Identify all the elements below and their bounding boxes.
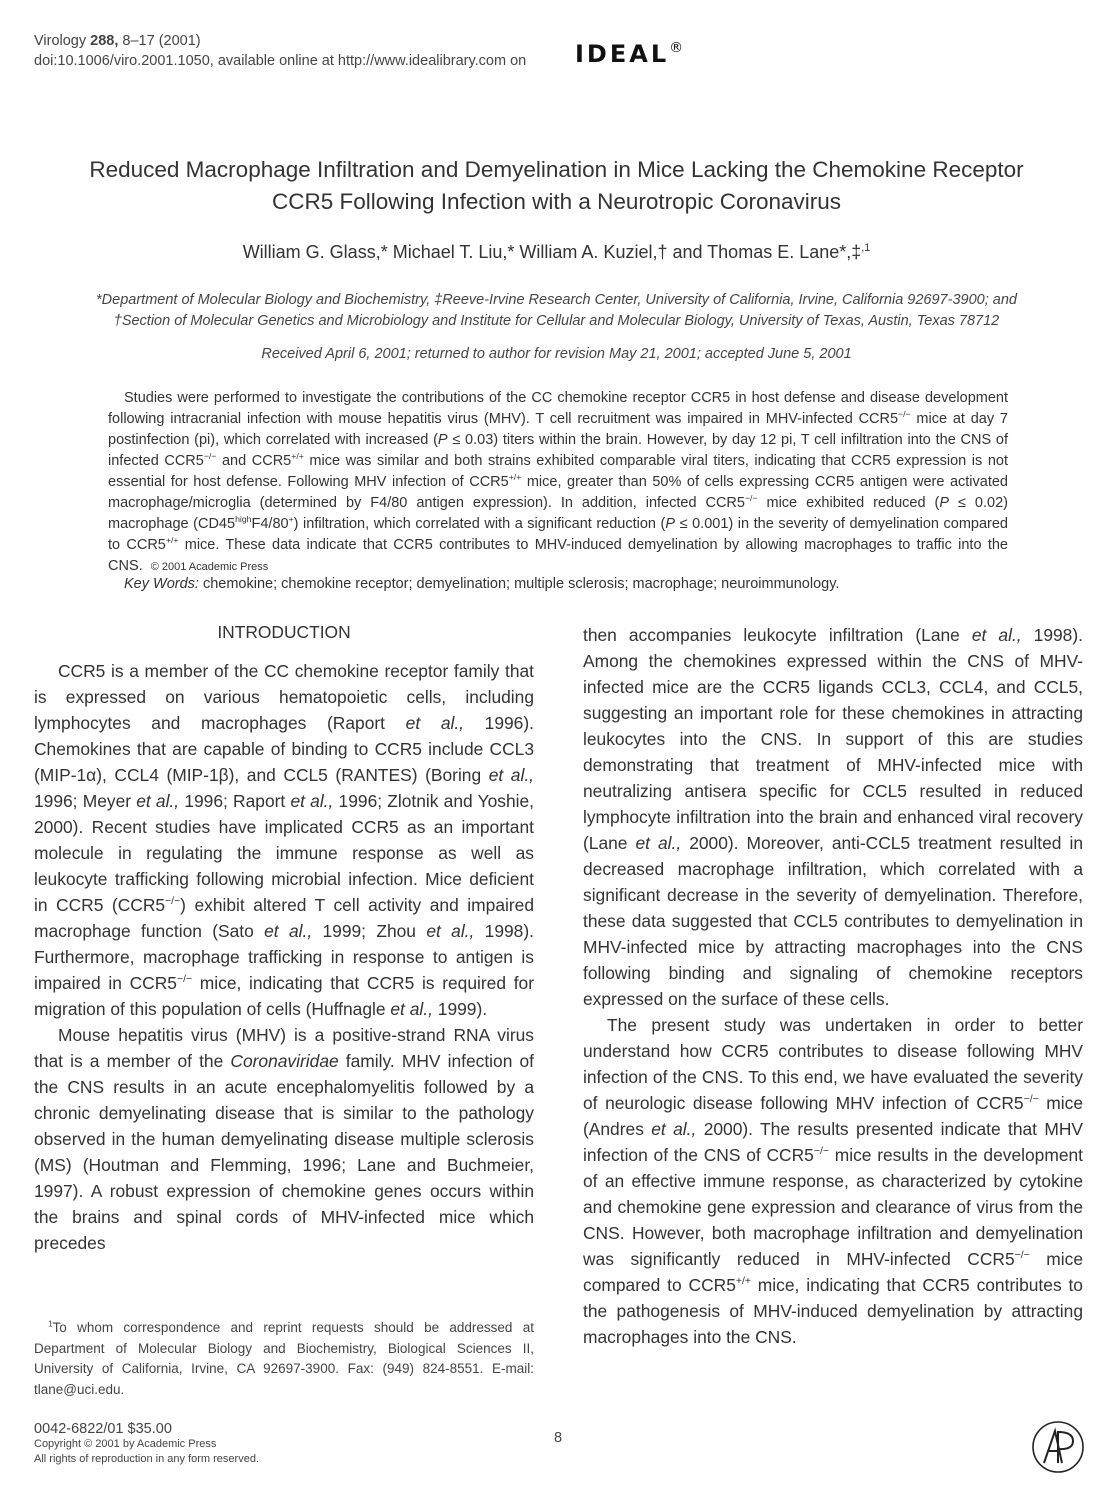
superscript: +/+: [291, 451, 304, 462]
superscript: −/−: [744, 493, 758, 504]
body-text: ) exhibit altered T cell activity and impaired macrophage function (Sato: [34, 895, 534, 941]
citation-etal: et al.,: [264, 921, 313, 941]
title-line-1: Reduced Macrophage Infiltration and Demyelination in Mice Lacking the Chemokine Receptor: [89, 157, 1024, 182]
body-text: Mouse hepatitis virus (MHV) is a positive-strand RNA virus that is a member of the: [34, 1025, 534, 1071]
affiliations: [20, 290, 1093, 332]
abstract-text: and CCR5: [216, 453, 292, 469]
superscript: −/−: [813, 1146, 829, 1158]
right-column: [583, 622, 1083, 1350]
body-text: mice, indicating that CCR5 contributes to the pathogenesis of MHV-induced demyelination by attracting macrophages into the CNS.: [583, 1275, 1083, 1347]
abstract-text: ≤ 0.001) in the severity of demyelination compared to CCR5: [108, 516, 1008, 553]
citation-line: [34, 31, 526, 51]
superscript: high: [235, 514, 252, 525]
body-text: 2000). The results presented indicate that MHV infection of the CNS of CCR5: [583, 1119, 1083, 1165]
body-text: 1996). Chemokines that are capable of binding to CCR5 include CCL3 (MIP-1α), CCL4 (MIP-1β), and CCL5 (RANTES) (Boring: [34, 713, 534, 785]
p-value-symbol: P: [665, 516, 676, 532]
ap-logo-icon: [1031, 1420, 1085, 1474]
body-text: 1999).: [432, 999, 488, 1019]
citation-etal: et al.,: [635, 833, 682, 853]
keywords-label: Key Words:: [124, 576, 199, 592]
left-column: [34, 658, 534, 1256]
superscript: −/−: [898, 409, 911, 420]
page-footer: [34, 1422, 259, 1467]
body-text: mice results in the development of an effective immune response, as characterized by cytokine and chemokine gene expression and clearance of virus from the CNS. However, both macrophage infiltration and demyelination was significantly reduced in MHV-infected CCR5: [583, 1145, 1084, 1269]
body-text: 1996; Raport: [179, 791, 291, 811]
intro-paragraph-2: [34, 1022, 534, 1256]
footer-rights: All rights of reproduction in any form reserved.: [34, 1453, 259, 1465]
affiliation-line-2: †Section of Molecular Genetics and Microbiology and Institute for Cellular and Molecular Biology, University of Texas, Austin, Texas 78712: [113, 313, 1000, 329]
received-dates: Received April 6, 2001; returned to author for revision May 21, 2001; accepted June 5, 2001: [261, 346, 852, 362]
body-text: family. MHV infection of the CNS results in an acute encephalomyelitis followed by a chronic demyelinating disease that is similar to the pathology observed in the human demyelinating disease multiple sclerosis (MS) (Houtman and Flemming, 1996; Lane and Buchmeier, 1997). A robust expression of chemokine genes occurs within the brains and spinal cords of MHV-infected mice which precedes: [34, 1051, 535, 1253]
body-text: 1998). Furthermore, macrophage trafficking in response to antigen is impaired in CCR5: [34, 921, 534, 993]
intro-paragraph-3: [583, 622, 1083, 1012]
citation-etal: et al.,: [971, 625, 1022, 645]
body-text: mice (Andres: [583, 1093, 1083, 1139]
body-text: then accompanies leukocyte infiltration (Lane: [583, 625, 972, 645]
abstract-text: mice, greater than 50% of cells expressing CCR5 antigen were activated macrophage/microglia (determined by F4/80 antigen expression). In addition, infected CCR5: [108, 474, 1008, 511]
p-value-symbol: P: [939, 495, 950, 511]
citation-etal: et al.,: [290, 791, 334, 811]
author-list: [0, 242, 1113, 263]
author-marks: ,‡: [846, 242, 862, 262]
body-text: 1999; Zhou: [312, 921, 427, 941]
abstract-text: mice at day 7 postinfection (pi), which correlated with increased (: [108, 411, 1008, 448]
keywords-text: chemokine; chemokine receptor; demyelination; multiple sclerosis; macrophage; neuroimmunology.: [198, 576, 840, 592]
section-heading: INTRODUCTION: [217, 622, 351, 642]
journal-volume: 288,: [90, 33, 119, 49]
citation-etal: et al.,: [651, 1119, 697, 1139]
abstract-text: mice. These data indicate that CCR5 contributes to MHV-induced demyelination by allowing macrophages to traffic into the CNS.: [108, 537, 1008, 574]
footnote: [34, 1318, 534, 1400]
p-value-symbol: P: [437, 432, 448, 448]
citation-etal: et al.,: [390, 999, 433, 1019]
abstract-text: ≤ 0.03) titers within the brain. However, by day 12 pi, T cell infiltration into the CNS of infected CCR5: [108, 432, 1008, 469]
italic-term: Coronaviridae: [230, 1051, 339, 1071]
article-title: [20, 154, 1093, 218]
body-text: The present study was undertaken in order to better understand how CCR5 contributes to disease following MHV infection of the CNS. To this end, we have evaluated the severity of neurologic disease following MHV infection of CCR5: [583, 1015, 1083, 1113]
citation-etal: et al.,: [136, 791, 180, 811]
footnote-mark: 1: [48, 1319, 53, 1329]
issn-price: 0042-6822/01 $35.00: [34, 1421, 172, 1437]
superscript: +/+: [508, 472, 522, 483]
superscript: +/+: [735, 1276, 751, 1288]
body-text: 1996; Zlotnik and Yoshie, 2000). Recent studies have implicated CCR5 as an important molecule in regulating the immune response as well as leukocyte trafficking following microbial infection. Mice deficient in CCR5 (CCR5: [34, 791, 534, 915]
title-line-2: CCR5 Following Infection with a Neurotropic Coronavirus: [272, 189, 841, 214]
academic-press-logo: [1031, 1420, 1085, 1474]
citation-etal: et al.,: [488, 765, 534, 785]
body-text: 1996; Meyer: [34, 791, 137, 811]
journal-pages: 8–17 (2001): [122, 33, 201, 49]
page-number: 8: [553, 1430, 563, 1446]
body-text: 1998). Among the chemokines expressed within the CNS of MHV-infected mice are the CCR5 ligands CCL3, CCL4, and CCL5, suggesting an important role for these chemokines in attracting leukocytes into the CNS. In support of this are studies demonstrating that treatment of MHV-infected mice with neutralizing antisera specific for CCL5 resulted in reduced lymphocyte infiltration into the brain and enhanced viral recovery (Lane: [583, 625, 1083, 853]
author-footnote-mark: ,1: [861, 242, 871, 254]
footnote-text: To whom correspondence and reprint requests should be addressed at Department of Molecular Biology and Biochemistry, Biological Sciences II, University of California, Irvine, CA 92697-3900. Fax: (949) 824-8551. E-mail: tlane@uci.edu.: [34, 1320, 534, 1397]
superscript: −/−: [1023, 1094, 1039, 1106]
authors-text: William G. Glass,* Michael T. Liu,* William A. Kuziel,† and Thomas E. Lane*: [242, 242, 847, 262]
body-text: CCR5 is a member of the CC chemokine receptor family that is expressed on various hematopoietic cells, including lymphocytes and macrophages (Raport: [34, 661, 534, 733]
affiliation-line-1: *Department of Molecular Biology and Biochemistry, ‡Reeve-Irvine Research Center, University of California, Irvine, California 92697-3900; and: [96, 292, 1017, 308]
body-text: mice, indicating that CCR5 is required for migration of this population of cells (Huffnagle: [34, 973, 534, 1019]
ideal-logo-text: IDEAL: [575, 40, 670, 68]
intro-paragraph-4: [583, 1012, 1083, 1350]
ideal-logo: [575, 40, 683, 68]
abstract-text: Studies were performed to investigate the contributions of the CC chemokine receptor CCR5 in host defense and disease development following intracranial infection with mouse hepatitis virus (MHV). T cell recruitment was impaired in MHV-infected CCR5: [108, 390, 1008, 427]
superscript: +/+: [165, 535, 179, 546]
doi-line: doi:10.1006/viro.2001.1050, available online at http://www.idealibrary.com on: [34, 53, 527, 69]
intro-paragraph-1: [34, 658, 534, 1022]
abstract-text: ≤ 0.02) macrophage (CD45: [108, 495, 1008, 532]
body-text: mice compared to CCR5: [583, 1249, 1083, 1295]
footer-copyright: Copyright © 2001 by Academic Press: [34, 1438, 217, 1450]
superscript: −/−: [1014, 1250, 1030, 1262]
journal-name: Virology: [34, 33, 87, 49]
keywords: [124, 576, 1014, 592]
citation-etal: et al.,: [426, 921, 475, 941]
superscript: −/−: [176, 974, 193, 986]
journal-header: [34, 31, 526, 71]
abstract-text: mice exhibited reduced (: [757, 495, 940, 511]
abstract: [108, 388, 1008, 578]
citation-etal: et al.,: [405, 713, 465, 733]
abstract-text: ) infiltration, which correlated with a significant reduction (: [293, 516, 666, 532]
abstract-text: mice was similar and both strains exhibited comparable viral titers, indicating that CCR5 expression is not essential for host defense. Following MHV infection of CCR5: [108, 453, 1008, 490]
abstract-copyright: © 2001 Academic Press: [150, 561, 269, 573]
body-text: 2000). Moreover, anti-CCL5 treatment resulted in decreased macrophage infiltration, which correlated with a significant decrease in the severity of demyelination. Therefore, these data suggested that CCL5 contributes to demyelination in MHV-infected mice by attracting macrophages into the CNS following binding and signaling of chemokine receptors expressed on the surface of these cells.: [583, 833, 1084, 1009]
registered-mark: ®: [669, 40, 684, 56]
superscript: −/−: [165, 896, 181, 908]
abstract-text: F4/80: [251, 516, 289, 532]
superscript: −/−: [203, 451, 217, 462]
superscript: +: [288, 514, 294, 525]
